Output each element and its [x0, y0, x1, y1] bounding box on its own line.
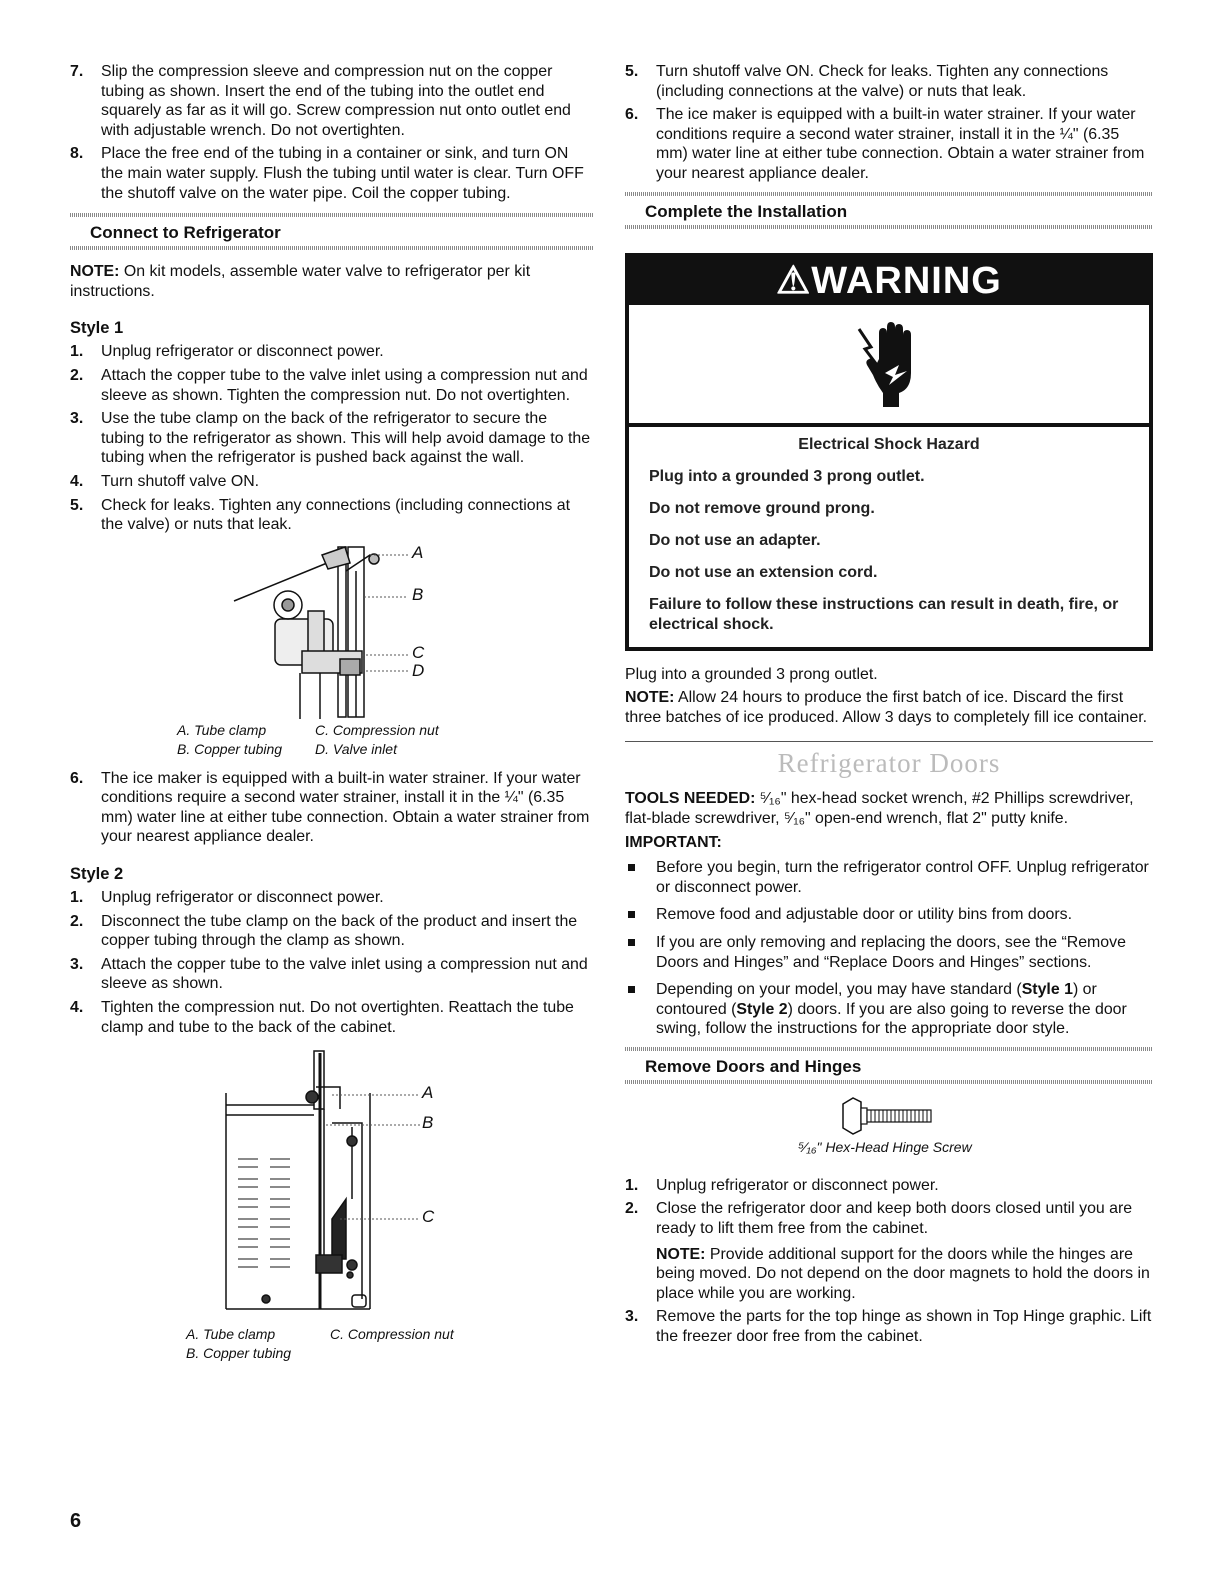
caption-a: A. Tube clamp [177, 721, 267, 738]
right-column [625, 62, 1153, 1351]
style2-steps [70, 888, 594, 1037]
step-number: 4. [70, 472, 84, 490]
steps-7-8 [70, 62, 594, 203]
section-title-refrigerator-doors: Refrigerator Doors [777, 748, 1001, 779]
warning-line: Failure to follow these instructions can result in death, fire, or electrical shock. [649, 595, 1119, 633]
list-item [625, 1199, 1153, 1303]
valve-illustration [70, 541, 594, 721]
list-item [70, 769, 594, 847]
warning-line: Plug into a grounded 3 prong outlet. [649, 467, 925, 485]
hex-head-screw-icon [839, 1096, 939, 1136]
list-item [625, 933, 1153, 972]
step-text: The ice maker is equipped with a built-in water strainer. If your water conditions require a second water strainer, install it in the ¼" (6.35 mm) water line at either tube connection. Obtain a water strainer from your nearest appliance dealer. [101, 769, 590, 846]
warning-icon-area [629, 305, 1149, 427]
warning-title: WARNING [811, 259, 1002, 302]
step-number: 5. [70, 496, 84, 514]
step-number: 8. [70, 145, 84, 163]
bullet-text: Remove food and adjustable door or utility bins from doors. [656, 906, 1073, 924]
bullet-bold: Style 2 [736, 1000, 788, 1018]
figure-label-c: C [422, 1207, 435, 1227]
figure-label-d: D [412, 660, 425, 680]
list-item [70, 409, 594, 468]
bullet-icon [628, 986, 635, 993]
step-text: The ice maker is equipped with a built-in water strainer. If your water conditions require a second water strainer, install it in the ¼" (6.35 mm) water line at either tube connection. Obtain a water strainer from your nearest appliance dealer. [656, 106, 1145, 182]
figure-label-c: C [412, 642, 425, 662]
note-text: Allow 24 hours to produce the first batch of ice. Discard the first three batches of ice produced. Allow 3 days to completely fill ice container. [625, 689, 1148, 726]
figure-label-a: A [412, 542, 424, 562]
style1-heading: Style 1 [70, 319, 124, 338]
section-heading-remove: Remove Doors and Hinges [645, 1056, 862, 1076]
remove-note [656, 1245, 1153, 1304]
step-number: 1. [70, 343, 84, 361]
bullet-text: Depending on your model, you may have standard ( [656, 981, 1022, 999]
step-text: Remove the parts for the top hinge as shown in Top Hinge graphic. Lift the freezer door free from the cabinet. [656, 1308, 1152, 1346]
tools-label: TOOLS NEEDED: [625, 790, 756, 808]
list-item [70, 496, 594, 535]
note [625, 688, 1153, 727]
step-text: Unplug refrigerator or disconnect power. [101, 343, 384, 361]
list-item [70, 472, 594, 492]
list-item [70, 144, 594, 203]
list-item [625, 980, 1153, 1039]
important-label: IMPORTANT: [625, 833, 722, 851]
style1-steps [70, 342, 594, 534]
remove-steps [625, 1176, 1153, 1347]
list-item [70, 888, 594, 908]
list-item [70, 366, 594, 405]
list-item [625, 62, 1153, 101]
step-number: 3. [625, 1308, 639, 1326]
step-text: Check for leaks. Tighten any connections (including connections at the valve) or nuts that leak. [101, 496, 571, 534]
bullet-text: If you are only removing and replacing the doors, see the “Remove Doors and Hinges” and “Replace Doors and Hinges” sections. [656, 933, 1126, 971]
figure-label-b: B [412, 584, 424, 604]
list-item [70, 955, 594, 994]
style1-step6 [70, 769, 594, 847]
step-number: 1. [70, 889, 84, 907]
step-text: Turn shutoff valve ON. Check for leaks. Tighten any connections (including connections at the valve) or nuts that leak. [656, 63, 1109, 100]
step-number: 7. [70, 63, 84, 80]
list-item [70, 62, 594, 140]
bullet-text: ) doors. If you are also going to reverse the door swing, follow the instructions for the appropriate door style. [656, 1000, 1127, 1038]
warning-box [625, 253, 1153, 651]
page-number: 6 [70, 1510, 82, 1532]
tools-text: ⁵⁄₁₆" hex-head socket wrench, #2 Phillips screwdriver, flat-blade screwdriver, ⁵⁄₁₆" open-end wrench, flat 2" putty knife. [625, 790, 1134, 827]
step-number: 6. [70, 769, 84, 787]
note-text: Provide additional support for the doors while the hinges are being moved. Do not depend on the door magnets to hold the doors in place while you are working. [656, 1245, 1150, 1302]
clamp-illustration [70, 1049, 594, 1339]
bullet-icon [628, 939, 635, 946]
note-label: NOTE: [656, 1245, 706, 1263]
bullet-icon [628, 864, 635, 871]
step-number: 2. [625, 1200, 639, 1218]
warning-line: Do not use an extension cord. [649, 563, 878, 581]
warning-line: Do not remove ground prong. [649, 499, 875, 517]
step-number: 2. [70, 366, 84, 384]
figure-hinge-screw [625, 1084, 1153, 1158]
caption-c: C. Compression nut [330, 1326, 454, 1343]
hazard-title: Electrical Shock Hazard [798, 435, 980, 453]
step-text: Close the refrigerator door and keep both doors closed until you are ready to lift them free from the cabinet. [656, 1200, 1133, 1238]
step-text: Attach the copper tube to the valve inlet using a compression nut and sleeve as shown. [101, 955, 588, 993]
electric-shock-hand-icon [855, 319, 925, 409]
list-item [70, 342, 594, 362]
figure-style1-valve [70, 541, 594, 721]
screw-caption: ⁵⁄₁₆" Hex-Head Hinge Screw [798, 1138, 972, 1155]
step-number: 3. [70, 955, 84, 973]
step-number: 6. [625, 106, 639, 124]
tools-needed [625, 789, 1153, 828]
step-text: Slip the compression sleeve and compression nut on the copper tubing as shown. Insert the end of the tubing into the outlet end squarely as far as it will go. Screw compression nut onto outlet end with adjustable wrench. Do not overtighten. [101, 63, 571, 139]
style2-heading: Style 2 [70, 865, 124, 884]
important-bullets [625, 858, 1153, 1039]
step-text: Use the tube clamp on the back of the refrigerator to secure the tubing to the refrigerator as shown. This will help avoid damage to the tubing when the refrigerator is pushed back against the wall. [101, 410, 591, 467]
step-text: Disconnect the tube clamp on the back of the product and insert the copper tubing through the clamp as shown. [101, 912, 578, 950]
figure-label-b: B [422, 1113, 434, 1133]
note [70, 262, 594, 301]
section-heading-complete: Complete the Installation [645, 201, 848, 221]
steps-5-6 [625, 62, 1153, 184]
warning-line: Do not use an adapter. [649, 531, 821, 549]
list-item [70, 912, 594, 951]
note-label: NOTE: [70, 263, 120, 281]
divider [70, 246, 594, 250]
list-item [625, 1176, 1153, 1196]
warning-body [629, 427, 1149, 647]
divider [625, 741, 1153, 742]
list-item [625, 105, 1153, 183]
section-heading-connect: Connect to Refrigerator [90, 223, 281, 243]
list-item [625, 905, 1153, 925]
list-item [625, 858, 1153, 897]
left-column [70, 62, 594, 1362]
bullet-text: ) or contoured ( [656, 981, 1097, 1018]
step-number: 1. [625, 1176, 639, 1194]
warning-triangle-icon: ⚠ [776, 259, 812, 302]
step-text: Tighten the compression nut. Do not overtighten. Reattach the tube clamp and tube to the back of the cabinet. [101, 999, 574, 1036]
note-label: NOTE: [625, 689, 675, 707]
figure-style2-clamp [70, 1049, 594, 1362]
step-text: Unplug refrigerator or disconnect power. [101, 889, 384, 907]
divider [625, 225, 1153, 229]
step-number: 4. [70, 999, 84, 1017]
warning-header [629, 257, 1149, 305]
step-text: Unplug refrigerator or disconnect power. [656, 1176, 939, 1194]
step-number: 5. [625, 63, 639, 80]
bullet-text: Before you begin, turn the refrigerator control OFF. Unplug refrigerator or disconnect power. [656, 859, 1149, 896]
caption-d: D. Valve inlet [315, 740, 397, 757]
list-item [70, 998, 594, 1037]
list-item [625, 1307, 1153, 1346]
bullet-icon [628, 911, 635, 918]
caption-a: A. Tube clamp [186, 1326, 276, 1343]
plug-text: Plug into a grounded 3 prong outlet. [625, 665, 878, 683]
step-text: Turn shutoff valve ON. [101, 472, 260, 490]
step-number: 3. [70, 410, 84, 428]
note-text: On kit models, assemble water valve to refrigerator per kit instructions. [70, 263, 531, 300]
bullet-bold: Style 1 [1021, 981, 1073, 999]
figure-label-a: A [422, 1083, 434, 1103]
caption-b: B. Copper tubing [177, 740, 283, 757]
figure-caption [70, 721, 594, 761]
caption-c: C. Compression nut [315, 721, 439, 738]
step-text: Place the free end of the tubing in a container or sink, and turn ON the main water supply. Flush the tubing until water is clear. Turn OFF the shutoff valve on the water pipe. Coil the copper tubing. [101, 145, 584, 202]
step-number: 2. [70, 912, 84, 930]
caption-b: B. Copper tubing [186, 1345, 292, 1362]
step-text: Attach the copper tube to the valve inlet using a compression nut and sleeve as shown. Tighten the compression nut. Do not overtighten. [101, 366, 588, 404]
